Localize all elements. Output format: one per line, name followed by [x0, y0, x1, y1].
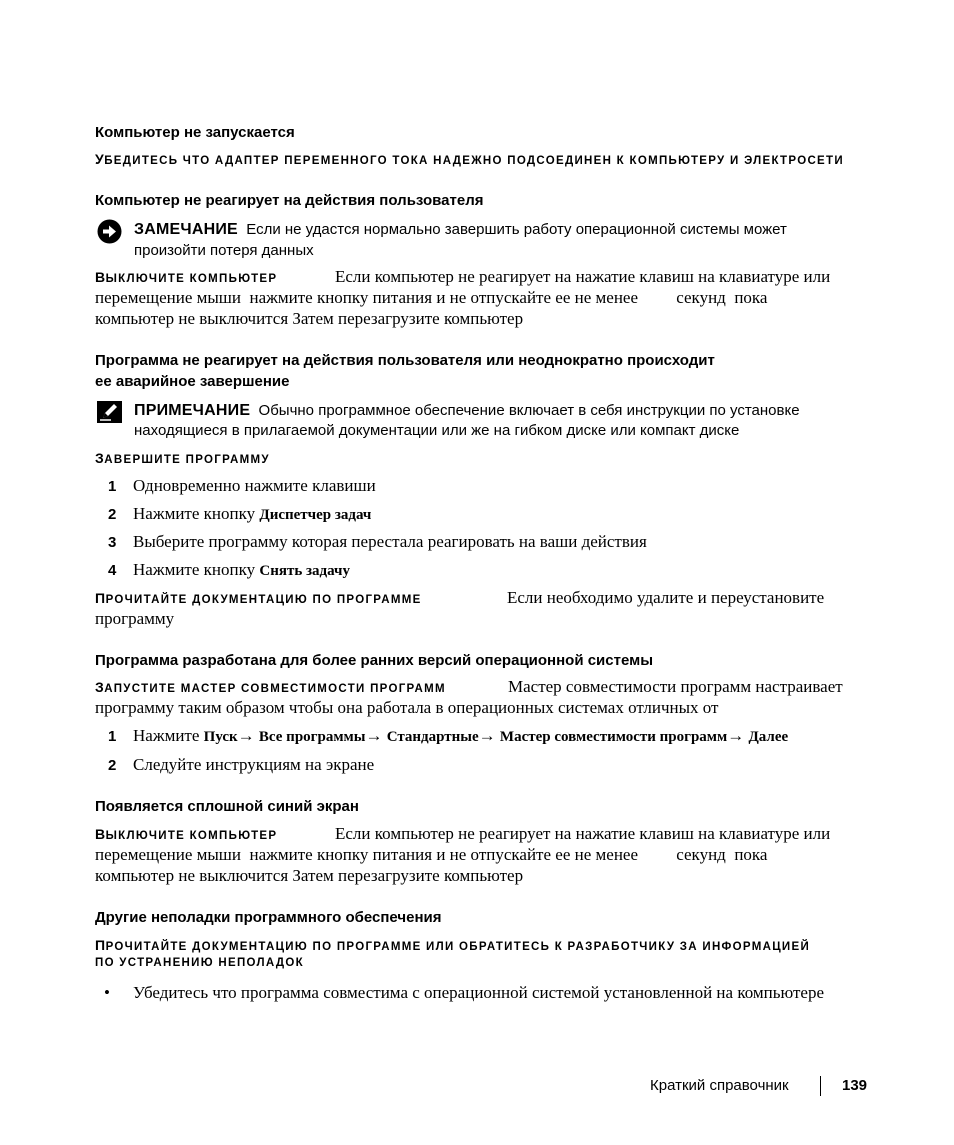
note-line-1: ПРИМЕЧАНИЕ Обычно программное обеспечение включает в себя инструкции по установке — [134, 402, 800, 419]
para-line-1: Если необходимо удалите и переустановите — [507, 588, 825, 607]
footer-separator — [820, 1076, 821, 1096]
note-line-2: находящиеся в прилагаемой документации или же на гибком диске или компакт диске — [134, 422, 740, 439]
step-number: 1 — [108, 478, 117, 495]
notice-label: ЗАМЕЧАНИЕ — [134, 221, 238, 238]
step-text: Нажмите кнопку Диспетчер задач — [133, 504, 372, 523]
note-label: ПРИМЕЧАНИЕ — [134, 402, 251, 419]
step-text: Нажмите Пуск→ Все программы→ Стандартные→ Мастер совместимости программ→ Далее — [133, 726, 789, 745]
step-number: 2 — [108, 506, 117, 523]
step-text: Нажмите кнопку Снять задачу — [133, 560, 350, 579]
bullet-marker: • — [104, 983, 110, 1002]
action-read-docs-contact-developer-2: ПО УСТРАНЕНИЮ НЕПОЛАДОК — [95, 957, 304, 969]
action-check-adapter: УБЕДИТЕСЬ ЧТО АДАПТЕР ПЕРЕМЕННОГО ТОКА НАДЕЖНО ПОДСОЕДИНЕН К КОМПЬЮТЕРУ И ЭЛЕКТРОСЕТИ — [95, 151, 844, 167]
action-turn-off-computer: ВЫКЛЮЧИТЕ КОМПЬЮТЕР — [95, 826, 278, 842]
heading-blue-screen: Появляется сплошной синий экран — [95, 798, 359, 815]
action-close-program: ЗАВЕРШИТЕ ПРОГРАММУ — [95, 450, 270, 466]
para-line-2: программу таким образом чтобы она работала в операционных системах отличных от — [95, 698, 719, 717]
notice-line-2: произойти потеря данных — [134, 242, 314, 259]
action-run-compatibility-wizard: ЗАПУСТИТЕ МАСТЕР СОВМЕСТИМОСТИ ПРОГРАММ — [95, 679, 446, 695]
ui-label-end-task: Снять задачу — [259, 563, 350, 579]
bullet-text: Убедитесь что программа совместима с операционной системой установленной на компьютере — [133, 983, 824, 1002]
step-text: Одновременно нажмите клавиши — [133, 476, 376, 495]
footer-title: Краткий справочник — [650, 1077, 789, 1094]
heading-computer-not-starting: Компьютер не запускается — [95, 124, 295, 141]
heading-older-os-program: Программа разработана для более ранних версий операционной системы — [95, 652, 654, 669]
heading-computer-not-responding: Компьютер не реагирует на действия пользователя — [95, 192, 484, 209]
heading-program-not-responding: Программа не реагирует на действия пользователя или неоднократно происходит — [95, 352, 715, 369]
step-number: 4 — [108, 562, 117, 579]
step-text: Следуйте инструкциям на экране — [133, 755, 375, 774]
ui-label-task-manager: Диспетчер задач — [259, 507, 372, 523]
para-line-2: перемещение мыши нажмите кнопку питания и не отпускайте ее не менее секунд пока — [95, 845, 768, 864]
notice-line-1: ЗАМЕЧАНИЕ Если не удастся нормально завершить работу операционной системы может — [134, 221, 787, 238]
menu-path-all-programs: Все программы — [258, 729, 366, 745]
menu-path-next: Далее — [748, 729, 789, 745]
para-line-2: программу — [95, 609, 175, 628]
para-line-1: Мастер совместимости программ настраивает — [508, 677, 843, 696]
menu-path-start: Пуск — [203, 729, 238, 745]
menu-path-compatibility-wizard: Мастер совместимости программ — [499, 729, 728, 745]
action-turn-off-computer: ВЫКЛЮЧИТЕ КОМПЬЮТЕР — [95, 269, 278, 285]
menu-path-accessories: Стандартные — [386, 729, 479, 745]
step-number: 2 — [108, 757, 117, 774]
para-line-1: Если компьютер не реагирует на нажатие клавиш на клавиатуре или — [335, 824, 831, 843]
note-pencil-icon — [97, 401, 122, 428]
step-text: Выберите программу которая перестала реагировать на ваши действия — [133, 532, 647, 551]
step-number: 1 — [108, 728, 117, 745]
para-line-3: компьютер не выключится Затем перезагрузите компьютер — [95, 866, 524, 885]
step-number: 3 — [108, 534, 117, 551]
para-line-2: перемещение мыши нажмите кнопку питания и не отпускайте ее не менее секунд пока — [95, 288, 768, 307]
heading-other-software-problems: Другие неполадки программного обеспечения — [95, 909, 442, 926]
action-read-docs-contact-developer: ПРОЧИТАЙТЕ ДОКУМЕНТАЦИЮ ПО ПРОГРАММЕ ИЛИ ОБРАТИТЕСЬ К РАЗРАБОТЧИКУ ЗА ИНФОРМАЦИЕЙ — [95, 937, 811, 953]
page-number: 139 — [842, 1077, 868, 1094]
para-line-1: Если компьютер не реагирует на нажатие клавиш на клавиатуре или — [335, 267, 831, 286]
notice-arrow-icon — [97, 219, 122, 249]
heading-program-not-responding-2: ее аварийное завершение — [95, 373, 290, 390]
action-read-documentation: ПРОЧИТАЙТЕ ДОКУМЕНТАЦИЮ ПО ПРОГРАММЕ — [95, 590, 422, 606]
para-line-3: компьютер не выключится Затем перезагрузите компьютер — [95, 309, 524, 328]
